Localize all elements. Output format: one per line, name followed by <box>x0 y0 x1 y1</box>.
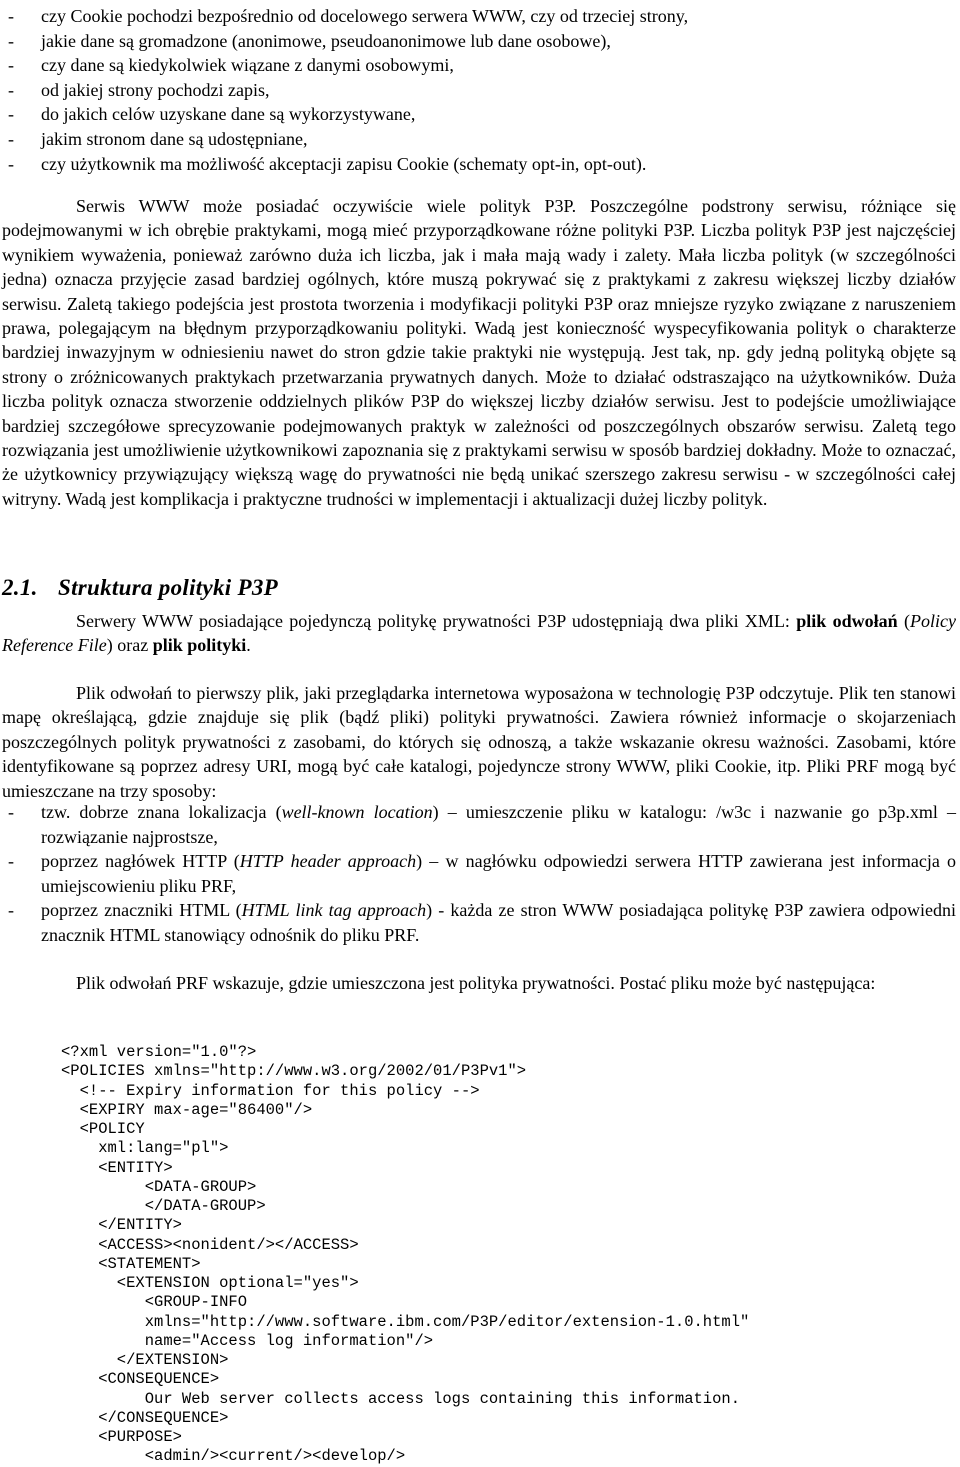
code-line: <POLICY <box>61 1120 145 1138</box>
text-run: poprzez znaczniki HTML ( <box>41 900 242 921</box>
section-heading <box>2 575 278 601</box>
text-run: ) oraz <box>106 635 153 656</box>
italic-run: HTTP header approach <box>239 851 417 872</box>
cookie-questions-list <box>8 4 948 176</box>
italic-run: HTML link tag approach <box>241 900 427 921</box>
prf-methods-list <box>8 800 956 948</box>
text-run: Serwery WWW posiadające pojedynczą politykę prywatności P3P udostępniają dwa pliki XML: <box>76 611 797 631</box>
code-line: <EXPIRY max-age="86400"/> <box>61 1100 313 1119</box>
text-run: ) – w nagłówku odpowiedzi serwera HTTP zawierana jest informacja o umiejscowieniu pliku PRF, <box>41 851 956 896</box>
code-line: name="Access log information"/> <box>61 1331 434 1350</box>
list-item: - jakim stronom dane są udostępniane, <box>8 127 948 152</box>
list-item: - do jakich celów uzyskane dane są wykorzystywane, <box>8 102 948 127</box>
paragraph-prf-example-intro: Plik odwołań PRF wskazuje, gdzie umieszczona jest polityka prywatności. Postać pliku może być następująca: <box>76 973 876 993</box>
code-line: <POLICIES xmlns="http://www.w3.org/2002/01/P3Pv1"> <box>61 1062 527 1081</box>
code-line: </ENTITY> <box>61 1216 182 1235</box>
text-run: ) - każda ze stron WWW posiadająca politykę P3P zawiera odpowiedni znacznik HTML stanowiący odnośnik do pliku PRF. <box>41 900 956 945</box>
bold-run: plik polityki <box>152 635 247 656</box>
text-run: ) – umieszczenie pliku w katalogu: /w3c i nazwanie go p3p.xml – rozwiązanie najprostsze, <box>41 802 956 847</box>
list-item: - czy dane są kiedykolwiek wiązane z danymi osobowymi, <box>8 53 948 78</box>
section-title: Struktura polityki P3P <box>58 575 279 600</box>
paragraph-policies-count: Serwis WWW może posiadać oczywiście wiele polityk P3P. Poszczególne podstrony serwisu, różniące się podejmowanymi w ich obrębie praktykami, mogą mieć przyporządkowane różne polityki P3P. Liczba polityk P3P jest najczęściej wynikiem wyważenia, ponieważ zarówno duża ich liczba, jak i mała mają wady i zalety. Mała liczba polityk (w szczególności jedna) oznacza przyjęcie zasad bardziej ogólnych, które muszą pokrywać się z praktykami z zakresu większej liczby działów serwisu. Zaletą takiego podejścia jest prostota tworzenia i modyfikacji polityki P3P oraz mniejsze ryzyko związane z naruszeniem prawa, polegającym na błędnym przyporządkowaniu polityki. Wadą jest konieczność wyspecyfikowania polityk o charakterze bardziej inwazyjnym w odniesieniu nawet do stron gdzie takie praktyki nie występują. Jest tak, np. gdy jedną polityką objęte są strony o zróżnicowanych praktykach przetwarzania prywatnych danych. Może to działać odstraszająco na użytkowników. Duża liczba polityk oznacza stworzenie oddzielnych plików P3P do większej liczby działów serwisu. Jest to podejście umożliwiające bardziej szczegółowe sprecyzowanie podejmowanych praktyk w zależności od poszczególnych obszarów serwisu. Zaletą tego rozwiązania jest umożliwienie użytkownikowi zapoznania się z praktykami serwisu w sposób bardziej dokładny. Może to oznaczać, że użytkownicy przywiązujący większą wagę do prywatności nie będą unikać szerszego zakresu serwisu - w szczególności całej witryny. Wadą jest komplikacja i praktyczne trudności w implementacji i aktualizacji dużej liczby polityk. <box>2 196 956 509</box>
code-line: <!-- Expiry information for this policy --> <box>61 1081 480 1100</box>
code-line: <CONSEQUENCE> <box>61 1370 220 1389</box>
paragraph-p3p-files <box>2 609 956 658</box>
text-run: tzw. dobrze znana lokalizacja ( <box>41 802 282 822</box>
code-line: <ACCESS><nonident/></ACCESS> <box>61 1235 359 1254</box>
code-line: <?xml version="1.0"?> <box>61 1043 257 1061</box>
code-line: </DATA-GROUP> <box>61 1197 266 1215</box>
code-line: Our Web server collects access logs containing this information. <box>61 1389 741 1408</box>
italic-run: Policy Reference File <box>2 611 956 656</box>
paragraph-prf-description: Plik odwołań to pierwszy plik, jaki przeglądarka internetowa wyposażona w technologię P3P odczytuje. Plik ten stanowi mapę określającą, gdzie znajduje się plik (bądź pliki) polityki prywatności. Zawiera również informacje o skojarzeniach poszczególnych polityk prywatności z zasobami, do których się odnoszą, a także wskazanie okresu ważności. Zasobami, które identyfikowane są poprzez adresy URI, mogą być całe katalogi, pojedyncze strony WWW, pliki Cookie, itp. Pliki PRF mogą być umieszczane na trzy sposoby: <box>2 683 956 801</box>
code-line: <ENTITY> <box>61 1158 173 1177</box>
code-line: <EXTENSION optional="yes"> <box>61 1274 359 1292</box>
list-item: - czy Cookie pochodzi bezpośrednio od docelowego serwera WWW, czy od trzeciej strony, <box>8 4 948 29</box>
xml-code-block <box>61 1043 749 1467</box>
list-item <box>8 849 956 898</box>
code-line: <DATA-GROUP> <box>61 1177 257 1196</box>
list-item: - od jakiej strony pochodzi zapis, <box>8 78 948 103</box>
list-item <box>8 800 956 849</box>
code-line: </EXTENSION> <box>61 1351 229 1369</box>
text-run: poprzez nagłówek HTTP ( <box>41 851 240 872</box>
bold-run: plik odwołań <box>796 611 898 631</box>
list-item <box>8 898 956 947</box>
code-line: <PURPOSE> <box>61 1428 182 1446</box>
code-line: <admin/><current/><develop/> <box>61 1447 406 1466</box>
text-run: ( <box>897 611 911 631</box>
code-line: xmlns="http://www.software.ibm.com/P3P/editor/extension-1.0.html" <box>61 1312 750 1331</box>
italic-run: well-known location <box>281 802 433 822</box>
code-line: xml:lang="pl"> <box>61 1139 229 1158</box>
code-line: <STATEMENT> <box>61 1254 201 1273</box>
list-item: - czy użytkownik ma możliwość akceptacji zapisu Cookie (schematy opt-in, opt-out). <box>8 152 948 177</box>
code-line: </CONSEQUENCE> <box>61 1408 229 1427</box>
list-item: - jakie dane są gromadzone (anonimowe, pseudoanonimowe lub dane osobowe), <box>8 29 948 54</box>
text-run: . <box>246 635 251 656</box>
code-line: <GROUP-INFO <box>61 1293 248 1312</box>
section-number: 2.1. <box>2 575 38 600</box>
